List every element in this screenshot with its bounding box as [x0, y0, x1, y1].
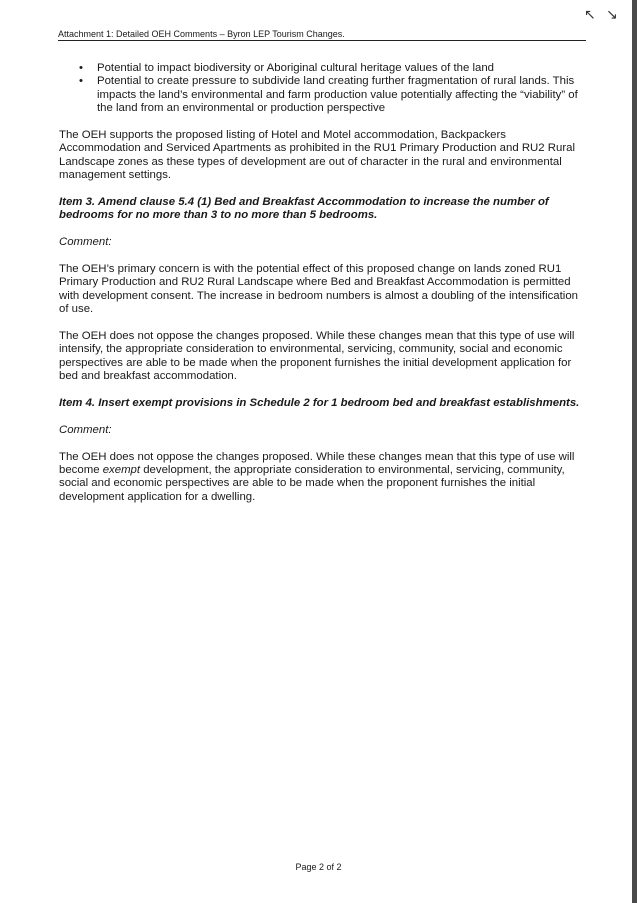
scan-edge-shadow: [632, 0, 637, 903]
scan-mark-icon: ↘: [606, 6, 618, 22]
comment-label: Comment:: [59, 423, 112, 436]
list-item-text: Potential to create pressure to subdivide land creating further fragmentation of rural lands. This impacts the land’s environmental and farm production value potentially affecting the “viability” of the land from an environmental or production perspective: [97, 75, 578, 115]
scan-mark-icon: ↖: [584, 6, 596, 22]
page-header: Attachment 1: Detailed OEH Comments – Byron LEP Tourism Changes.: [58, 29, 586, 41]
paragraph-no-oppose-exempt: [59, 451, 589, 505]
document-body: [59, 62, 589, 518]
paragraph-text: The OEH does not oppose the changes proposed. While these changes mean that this type of use will become: [59, 450, 575, 477]
paragraph-primary-concern: The OEH’s primary concern is with the potential effect of this proposed change on lands zoned RU1 Primary Production and RU2 Rural Landscape where Bed and Breakfast Accommodation is permitted with development consent. The increase in bedroom numbers is almost a doubling of the intensification of use.: [59, 263, 578, 316]
item-4-heading: Item 4. Insert exempt provisions in Schedule 2 for 1 bedroom bed and breakfast establishments.: [59, 397, 580, 410]
list-item: [59, 62, 589, 75]
emphasis-exempt: exempt: [102, 464, 141, 477]
list-item: [59, 75, 589, 115]
paragraph-text: development, the appropriate consideration to environmental, servicing, community, social and economic perspectives are able to be made when the proponent furnishes the initial development application for a dwelling.: [59, 464, 565, 503]
paragraph-support-listing: The OEH supports the proposed listing of Hotel and Motel accommodation, Backpackers Accommodation and Serviced Apartments as prohibited in the RU1 Primary Production and RU2 Rural Landscape zones as these types of development are out of character in the rural and environmental management settings.: [59, 129, 575, 182]
list-item-text: Potential to impact biodiversity or Aboriginal cultural heritage values of the land: [97, 62, 494, 74]
paragraph-no-oppose-intensify: The OEH does not oppose the changes proposed. While these changes mean that this type of use will intensify, the appropriate consideration to environmental, servicing, community, social and economic perspectives are able to be made when the proponent furnishes the initial development application for bed and breakfast accommodation.: [59, 330, 575, 383]
page-number: Page 2 of 2: [295, 862, 342, 872]
comment-label: Comment:: [59, 236, 112, 249]
bullet-icon: •: [79, 75, 83, 88]
bullet-icon: •: [79, 62, 83, 74]
bullet-list: [59, 62, 589, 116]
item-3-heading: Item 3. Amend clause 5.4 (1) Bed and Breakfast Accommodation to increase the number of bedrooms for no more than 3 to no more than 5 bedrooms.: [59, 196, 549, 222]
